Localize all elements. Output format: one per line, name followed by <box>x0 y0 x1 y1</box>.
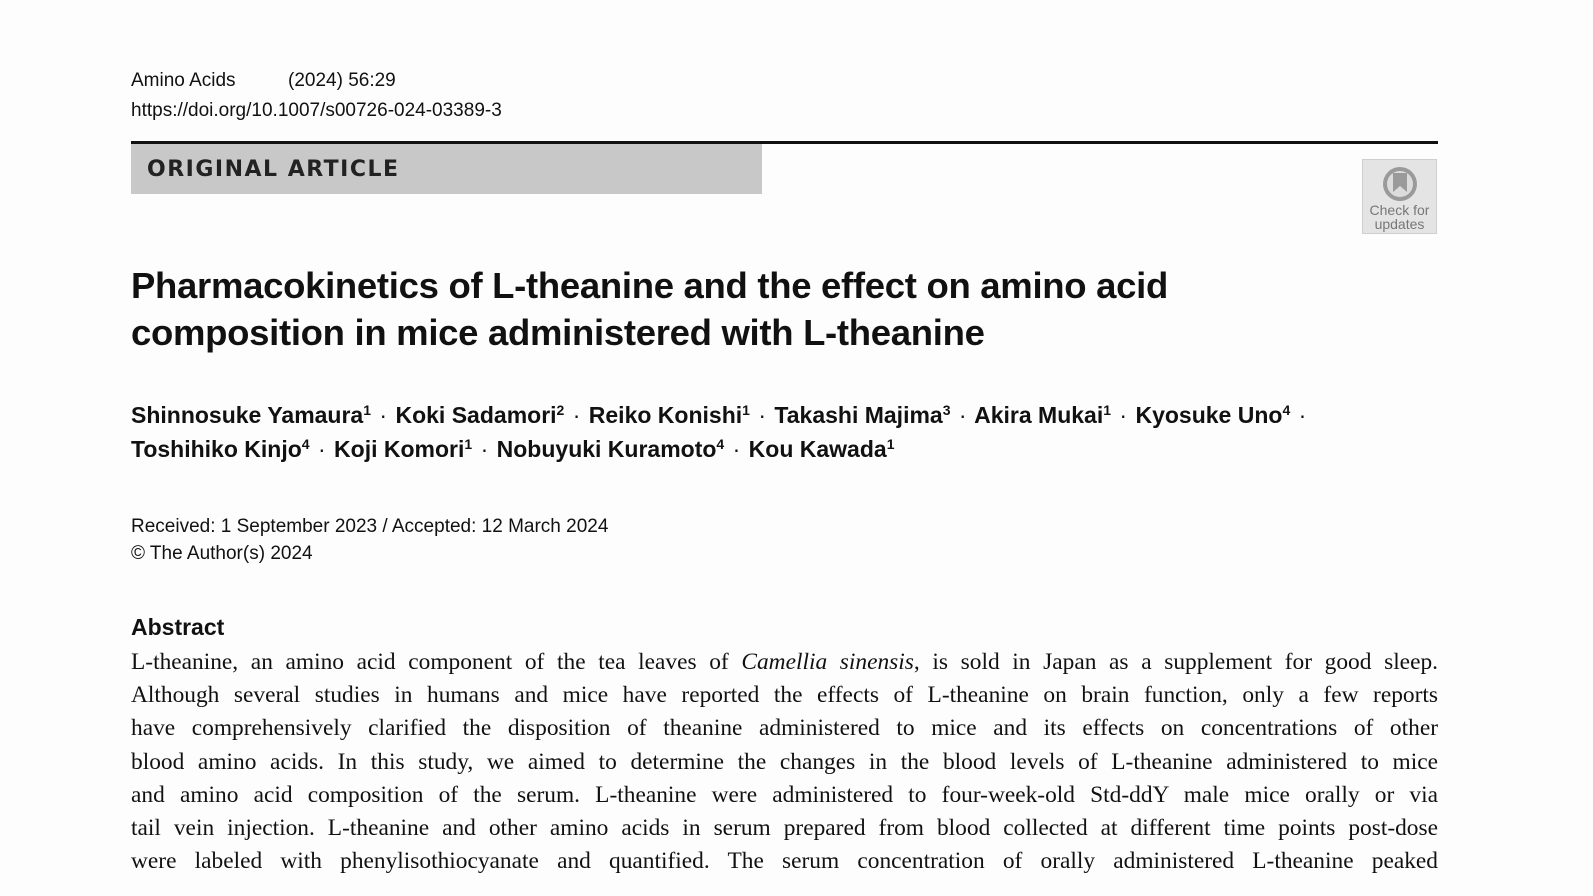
author[interactable]: Kou Kawada$^1$ <box>748 436 895 462</box>
check-for-updates-label: Check for updates <box>1369 202 1430 232</box>
check-for-updates-button[interactable] <box>1362 159 1437 234</box>
doi-link[interactable]: https://doi.org/10.1007/s00726-024-03389-3 <box>131 100 502 121</box>
author[interactable]: Takashi Majima$^3$ <box>774 402 951 428</box>
author[interactable]: Reiko Konishi$^1$ <box>588 402 750 428</box>
abstract-line: tail vein injection. L-theanine and other amino acids in serum prepared from blood collected at different time points post-dose <box>131 814 1438 841</box>
abstract-body <box>131 646 1438 878</box>
author-separator: · <box>480 436 489 462</box>
author[interactable]: Nobuyuki Kuramoto$^4$ <box>496 436 725 462</box>
author-separator: · <box>1298 402 1307 428</box>
author-separator: · <box>572 402 581 428</box>
article-type-banner <box>131 144 762 194</box>
author-separator: · <box>317 436 326 462</box>
author-separator: · <box>1119 402 1128 428</box>
author[interactable]: Koki Sadamori$^2$ <box>395 402 565 428</box>
author-separator: · <box>732 436 741 462</box>
journal-name: Amino Acids <box>131 70 236 91</box>
abstract-line: have comprehensively clarified the disposition of theanine administered to mice and its effects on concentrations of other <box>131 715 1438 742</box>
abstract-heading: Abstract <box>131 614 225 640</box>
author-separator: · <box>758 402 766 428</box>
abstract-line: and amino acid composition of the serum. L-theanine were administered to four-week-old Std-ddY male mice orally or via <box>131 781 1438 808</box>
author[interactable]: Shinnosuke Yamaura$^1$ <box>131 402 372 428</box>
author[interactable]: Toshihiko Kinjo$^4$ <box>131 436 310 462</box>
author-list <box>131 398 1431 466</box>
abstract-line: blood amino acids. In this study, we aimed to determine the changes in the blood levels of L-theanine administered to mice <box>131 748 1438 775</box>
article-dates <box>131 513 608 567</box>
title-line-2: composition in mice administered with L-theanine <box>131 312 985 353</box>
author-separator: · <box>958 402 967 428</box>
abstract-line: were labeled with phenylisothiocyanate and quantified. The serum concentration of orally administered L-theanine peaked <box>131 848 1438 875</box>
title-line-1: Pharmacokinetics of L-theanine and the effect on amino acid <box>131 265 1168 306</box>
author-separator: · <box>379 402 388 428</box>
received-accepted-dates: Received: 1 September 2023 / Accepted: 12 March 2024 <box>131 516 609 537</box>
copyright-notice: © The Author(s) 2024 <box>131 543 313 564</box>
species-name: Camellia sinensis <box>741 649 914 675</box>
journal-citation <box>131 70 396 92</box>
author[interactable]: Akira Mukai$^1$ <box>974 402 1112 428</box>
citation: (2024) 56:29 <box>288 70 396 91</box>
article-title <box>131 262 1331 356</box>
author[interactable]: Koji Komori$^1$ <box>334 436 473 462</box>
abstract-line: L-theanine, an amino acid component of the tea leaves of Camellia sinensis, is sold in Japan as a supplement for good sleep. <box>131 649 1438 675</box>
author[interactable]: Kyosuke Uno$^4$ <box>1135 402 1291 428</box>
crossmark-icon <box>1380 165 1420 203</box>
article-type-label: ORIGINAL ARTICLE <box>147 157 400 182</box>
abstract-line: Although several studies in humans and mice have reported the effects of L-theanine on brain function, only a few reports <box>131 682 1438 709</box>
